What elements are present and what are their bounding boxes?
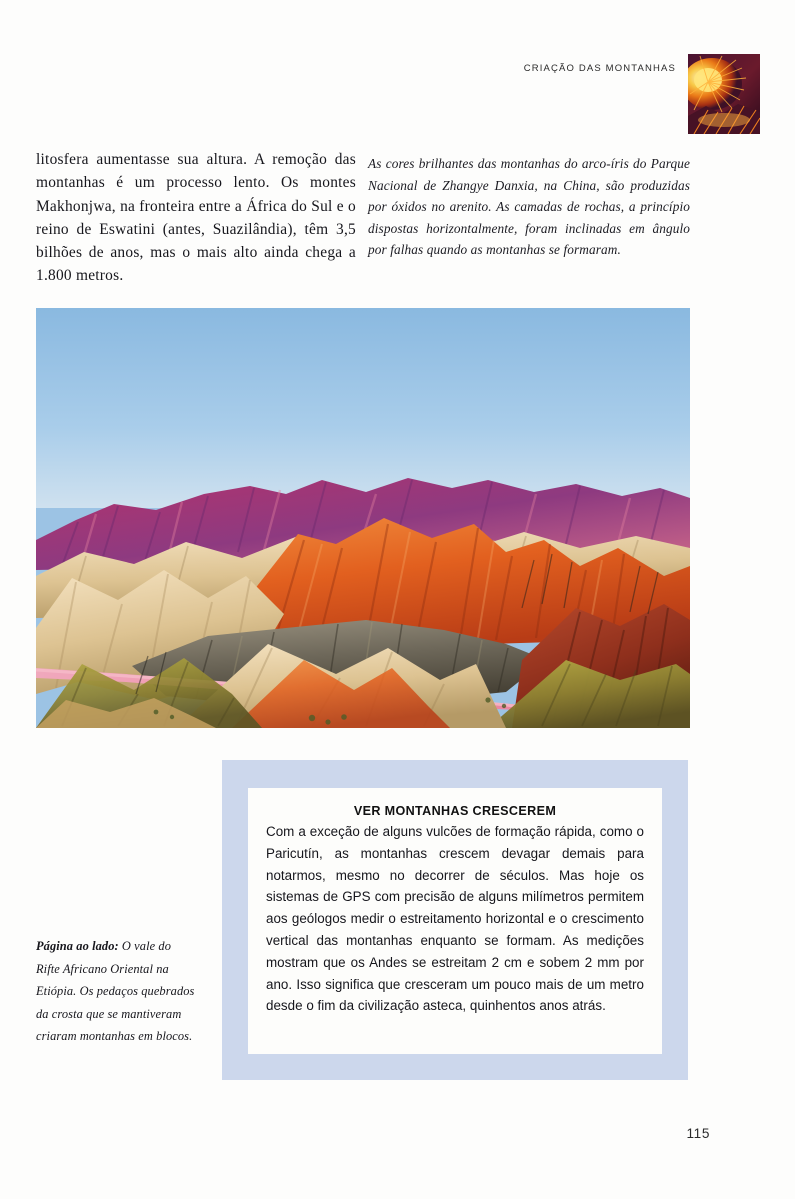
photo-caption-text: As cores brilhantes das montanhas do arco-íris do Parque Nacional de Zhangye Danxia, na China, são produzidas por óxidos no arenito. As camadas de rochas, a princípio dispostas horizontalmente, foram inclinadas em ângulo por falhas quando as montanhas se formaram. xyxy=(368,156,690,258)
side-caption-text: O vale do Rifte Africano Oriental na Etiópia. Os pedaços quebrados da crosta que se mantiveram criaram montanhas em blocos. xyxy=(36,939,195,1044)
side-caption xyxy=(36,935,196,1048)
intro-left-column: litosfera aumentasse sua altura. A remoção das montanhas é um processo lento. Os montes Makhonjwa, na fronteira entre a África do Sul e o reino de Eswatini (antes, Suazilândia), têm 3,5 bilhões de anos, mas o mais alto ainda chega a 1.800 metros. xyxy=(36,151,356,285)
volcano-eruption-thumbnail xyxy=(688,54,760,134)
side-caption-lead: Página ao lado: xyxy=(36,939,119,953)
feature-box-panel xyxy=(248,788,662,1054)
zhangye-danxia-rainbow-mountains-photo xyxy=(36,308,690,728)
volcano-eruption-icon xyxy=(688,54,760,134)
page-number: 115 xyxy=(686,1126,710,1141)
running-head: CRIAÇÃO DAS MONTANHAS xyxy=(523,63,676,74)
rainbow-mountains-illustration xyxy=(36,308,690,728)
feature-box-body: Com a exceção de alguns vulcões de formação rápida, como o Paricutín, as montanhas crescem devagar demais para notarmos, mesmo no decorrer de séculos. Mas hoje os sistemas de GPS com precisão de alguns milímetros permitem aos geólogos medir o estreitamento horizontal e o crescimento vertical das montanhas enquanto se formam. As medições mostram que os Andes se estreitam 2 cm e sobem 2 mm por ano. Isso significa que cresceram um pouco mais de um metro desde o fim da civilização asteca, quinhentos anos atrás. xyxy=(266,824,644,1014)
feature-box-title: VER MONTANHAS CRESCEREM xyxy=(353,804,557,818)
feature-box xyxy=(222,760,688,1080)
